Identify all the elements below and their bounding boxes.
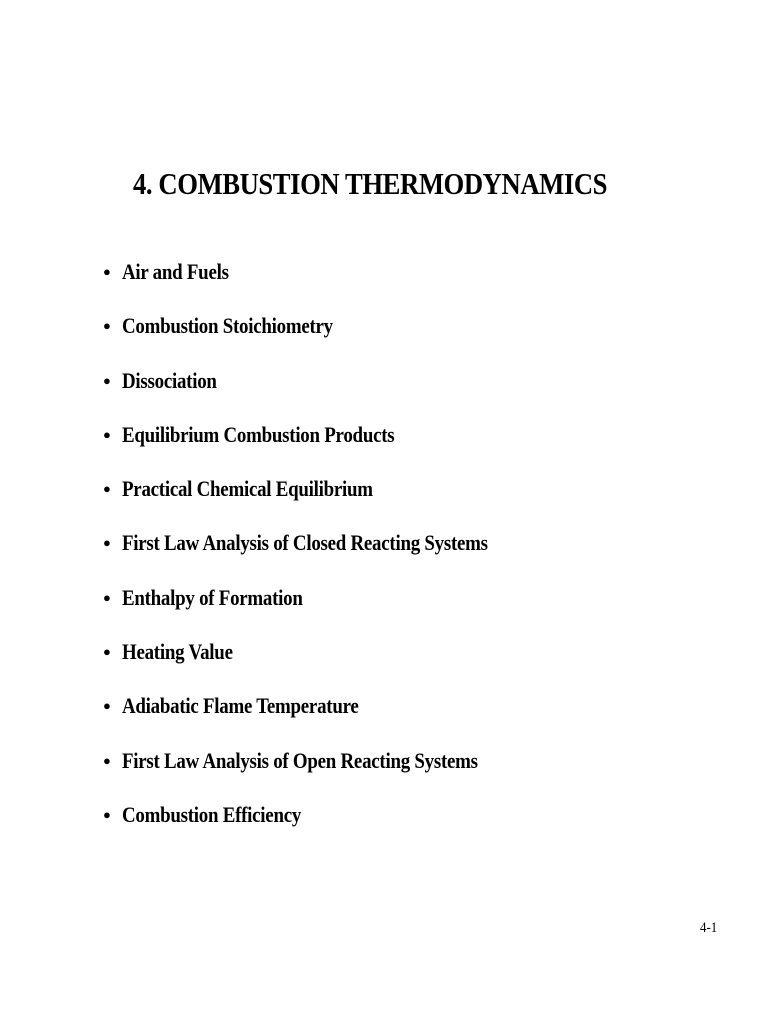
list-item <box>103 583 547 637</box>
list-item <box>103 311 547 365</box>
bullet-icon: ● <box>103 806 111 822</box>
bullet-icon: ● <box>103 481 111 497</box>
topic-label: Dissociation <box>122 367 217 393</box>
list-item <box>103 366 547 420</box>
list-item <box>103 420 547 474</box>
topic-label: First Law Analysis of Open Reacting Systems <box>122 747 478 773</box>
topic-label: Air and Fuels <box>122 259 229 284</box>
page-title: 4. COMBUSTION THERMODYNAMICS <box>133 166 608 201</box>
list-item <box>103 637 547 691</box>
list-item <box>103 257 547 311</box>
bullet-icon: ● <box>103 589 111 605</box>
bullet-icon: ● <box>103 318 111 334</box>
bullet-icon: ● <box>103 372 111 388</box>
list-item <box>103 528 547 582</box>
topic-label: Combustion Efficiency <box>122 801 302 827</box>
topic-label: Heating Value <box>122 639 233 665</box>
list-item <box>103 746 547 800</box>
bullet-icon: ● <box>103 644 111 660</box>
bullet-icon: ● <box>103 752 111 768</box>
topic-label: First Law Analysis of Closed Reacting Systems <box>122 530 488 556</box>
list-item <box>103 691 547 745</box>
list-item <box>103 800 547 854</box>
topic-label: Equilibrium Combustion Products <box>122 421 395 447</box>
bullet-icon: ● <box>103 264 111 279</box>
bullet-icon: ● <box>103 698 111 714</box>
topic-list <box>103 257 547 854</box>
bullet-icon: ● <box>103 535 111 551</box>
bullet-icon: ● <box>103 426 111 442</box>
topic-label: Combustion Stoichiometry <box>122 313 333 339</box>
list-item <box>103 474 547 528</box>
page-number: 4-1 <box>700 920 718 936</box>
topic-label: Practical Chemical Equilibrium <box>122 476 373 502</box>
topic-label: Enthalpy of Formation <box>122 584 303 610</box>
topic-label: Adiabatic Flame Temperature <box>122 693 359 719</box>
